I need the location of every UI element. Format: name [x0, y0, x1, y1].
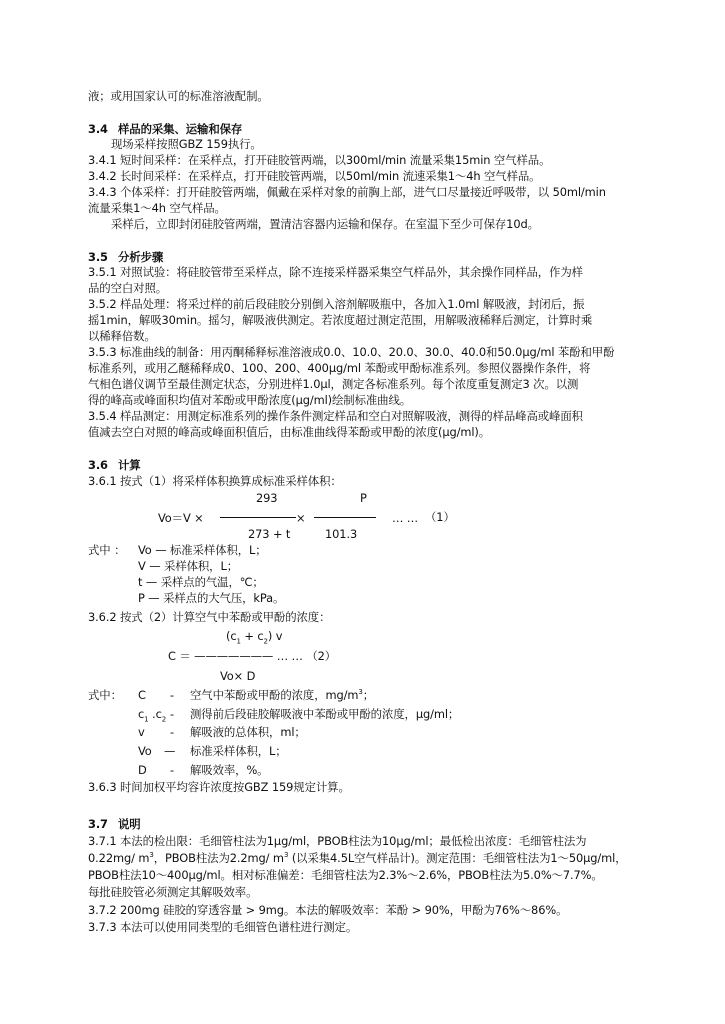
section-title: 计算	[118, 458, 141, 472]
dash: —	[164, 744, 176, 758]
variable-definition: V — 采样体积，L；	[138, 559, 239, 573]
variable-definition: Vo — 标准采样体积，L；	[138, 543, 267, 557]
paragraph-line: 3.4.2 长时间采样：在采样点，打开硅胶管两端，以50ml/min 流速采集1～4h 空气样品。	[88, 169, 541, 183]
formula1-dots: … …	[392, 511, 419, 525]
paragraph-line: 3.5.2 样品处理：将采过样的前后段硅胶分别倒入溶剂解吸瓶中，各加入1.0ml 解吸液，封闭后，振	[88, 297, 585, 311]
paragraph-line: 采样后，立即封闭硅胶管两端，置清洁容器内运输和保存。在室温下至少可保存10d。	[111, 217, 539, 231]
formula1-times: ×	[296, 511, 306, 525]
dash: -	[170, 763, 175, 777]
section-3-6-heading	[88, 458, 141, 473]
section-number: 3.5	[88, 250, 108, 264]
section-3-4-heading	[88, 122, 242, 137]
section-title: 样品的采集、运输和保存	[118, 122, 243, 136]
section-number: 3.7	[88, 817, 108, 831]
formula2-denominator: Vo× D	[220, 669, 256, 683]
paragraph-line: 3.6.1 按式（1）将采样体积换算成标准采样体积：	[88, 474, 342, 488]
paragraph-line: 3.5.4 样品测定：用测定标准系列的操作条件测定样品和空白对照解吸液，测得的样品峰高或峰面积	[88, 409, 583, 423]
section-title: 分析步骤	[118, 250, 164, 264]
paragraph-line: PBOB柱法10～400μg/ml。相对标准偏差：毛细管柱法为2.3%～2.6%，PBOB柱法为5.0%～7.7%。	[88, 868, 603, 882]
formula1-fraction-bar-2	[314, 517, 376, 518]
paragraph-line: 3.6.3 时间加权平均容许浓度按GBZ 159规定计算。	[88, 780, 350, 794]
definition-v: 解吸液的总体积，ml；	[190, 725, 306, 739]
symbol-v: v	[138, 725, 145, 739]
formula1-numerator-2: P	[360, 491, 367, 505]
variable-definition: P — 采样点的大气压，kPa。	[138, 591, 285, 605]
section-3-5-heading	[88, 250, 163, 265]
formula1-denominator-2: 101.3	[325, 527, 358, 541]
symbol-c1-c2: $c_1$ $.c_2$	[138, 707, 167, 724]
paragraph-line: 3.7.3 本法可以使用同类型的毛细管色谱柱进行测定。	[88, 920, 358, 934]
formula2-numerator: $(c_1 + c_2)$ v	[226, 629, 283, 646]
paragraph-line: 0.22mg/ $m^3$，PBOB柱法为2.2mg/ $m^3$ (以采集4.5L空气样品计)。测定范围：毛细管柱法为1～50μg/ml，	[88, 851, 627, 865]
paragraph-line: 得的峰高或峰面积均值对苯酚或甲酚浓度(μg/ml)绘制标准曲线。	[88, 393, 412, 407]
where-label: 式中 ：	[88, 543, 126, 557]
paragraph-line: 3.5.3 标准曲线的制备：用丙酮稀释标准溶液成0.0、10.0、20.0、30.0、40.0和50.0μg/ml 苯酚和甲酚	[88, 345, 615, 359]
paragraph-line: 3.6.2 按式（2）计算空气中苯酚或甲酚的浓度：	[88, 610, 331, 624]
paragraph-line: 3.5.1 对照试验：将硅胶管带至采样点，除不连接采样器采集空气样品外，其余操作同样品，作为样	[88, 265, 583, 279]
section-title: 说明	[118, 817, 141, 831]
paragraph-line: 气相色谱仪调节至最佳测定状态，分别进样1.0μl，测定各标准系列。每个浓度重复测定3 次。以测	[88, 377, 579, 391]
formula1-lhs: Vo＝V ×	[158, 511, 204, 525]
dash: -	[170, 725, 175, 739]
paragraph-line: 3.7.2 200mg 硅胶的穿透容量 > 9mg。本法的解吸效率：苯酚 > 90%，甲酚为76%～86%。	[88, 903, 568, 917]
symbol-vo: Vo	[138, 744, 152, 758]
paragraph-line: 3.4.3 个体采样：打开硅胶管两端，佩戴在采样对象的前胸上部，进气口尽量接近呼吸带，以 50ml/min	[88, 185, 606, 199]
formula2-lhs: C ＝ ——————— … … （2）	[168, 649, 337, 663]
paragraph-line: 每批硅胶管必须测定其解吸效率。	[88, 885, 258, 899]
definition-d: 解吸效率，%。	[190, 763, 269, 777]
paragraph-line: 流量采集1～4h 空气样品。	[88, 201, 226, 215]
paragraph-line: 品的空白对照。	[88, 281, 168, 295]
paragraph-line: 摇1min，解吸30min。摇匀，解吸液供测定。若浓度超过测定范围，用解吸液稀释后测定，计算时乘	[88, 313, 593, 327]
definition-vo: 标准采样体积，L；	[190, 744, 287, 758]
variable-definition: t — 采样点的气温，℃；	[138, 575, 264, 589]
section-number: 3.4	[88, 122, 108, 136]
paragraph-line: 以稀释倍数。	[88, 329, 156, 343]
paragraph-line: 现场采样按照GBZ 159执行。	[111, 137, 262, 151]
formula1-denominator-1: 273 + t	[248, 527, 291, 541]
where-label: 式中：	[88, 688, 122, 702]
paragraph-line: 标准系列，或用乙醚稀释成0、100、200、400μg/ml 苯酚或甲酚标准系列。参照仪器操作条件，将	[88, 361, 591, 375]
intro-line: 液；或用国家认可的标准溶液配制。	[88, 89, 269, 103]
definition-c: 空气中苯酚或甲酚的浓度，$mg/m^3$；	[190, 688, 375, 702]
formula1-numerator-1: 293	[256, 491, 278, 505]
symbol-c: C	[138, 688, 146, 702]
paragraph-line: 值减去空白对照的峰高或峰面积值后，由标准曲线得苯酚或甲酚的浓度(μg/ml)。	[88, 425, 491, 439]
paragraph-line: 3.4.1 短时间采样：在采样点，打开硅胶管两端，以300ml/min 流量采集15min 空气样品。	[88, 153, 551, 167]
formula1-equation-number: （1）	[425, 510, 455, 524]
dash: -	[170, 707, 175, 721]
paragraph-line: 3.7.1 本法的检出限：毛细管柱法为1μg/ml，PBOB柱法为10μg/ml；最低检出浓度：毛细管柱法为	[88, 834, 587, 848]
formula1-fraction-bar-1	[220, 517, 296, 518]
dash: -	[170, 688, 175, 702]
symbol-d: D	[138, 763, 147, 777]
section-number: 3.6	[88, 458, 108, 472]
section-3-7-heading	[88, 817, 141, 832]
definition-c1-c2: 测得前后段硅胶解吸液中苯酚或甲酚的浓度，μg/ml；	[190, 707, 460, 721]
